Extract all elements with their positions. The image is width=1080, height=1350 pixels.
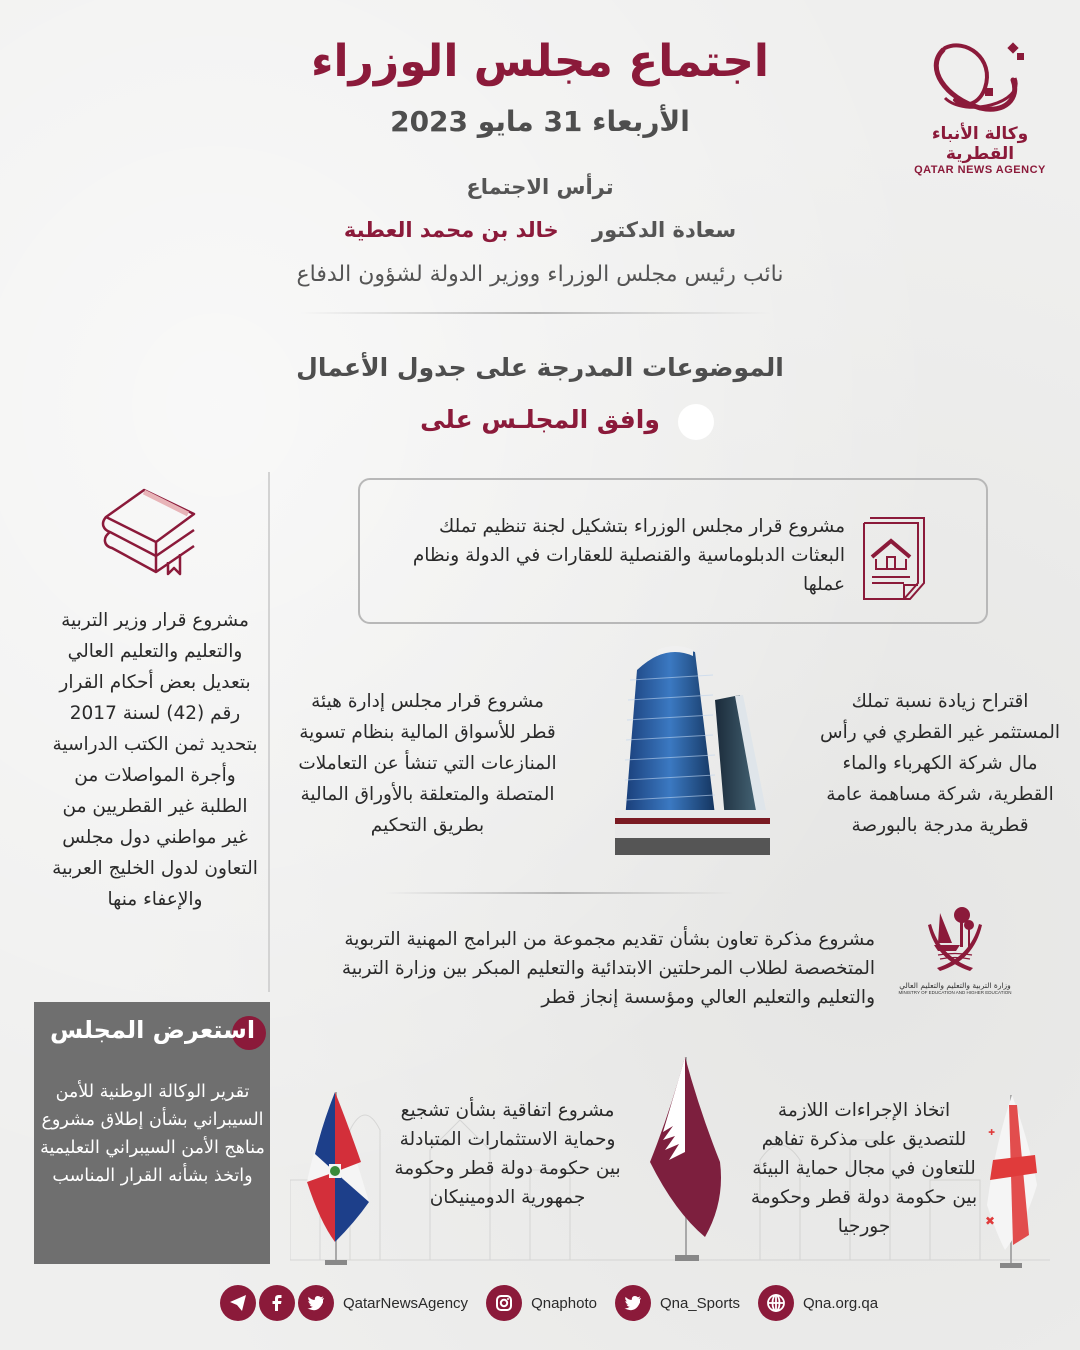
meeting-date: الأربعاء 31 مايو 2023 [390, 105, 690, 138]
website-link[interactable]: Qna.org.qa [803, 1294, 879, 1312]
dominican-agreement-item: مشروع اتفاقية بشأن تشجيع وحماية الاستثمارات المتبادلة بين حكومة دولة قطر وحكومة جمهورية الدومينيكان [394, 1100, 621, 1208]
social-handle-qatarnewsagency[interactable]: QatarNewsAgency [343, 1294, 469, 1312]
cybersecurity-report-item: تقرير الوكالة الوطنية للأمن السيبراني بشأن إطلاق مشروع مناهج الأمن السيبراني التعليمية واتخذ بشأنه القرار المناسب [40, 1082, 265, 1186]
education-decision-item: مشروع قرار وزير التربية والتعليم والتعليم العالي بتعديل بعض أحكام القرار رقم (42) لسنة 2017 بتحديد ثمن الكتب الدراسية وأجرة المواصلات من الطلبة غير القطريين من غير مواطني دول مجلس التعاون لدول الخليج العربية والإعفاء منها [52, 610, 258, 910]
instagram-icon[interactable] [486, 1285, 522, 1321]
books-icon [96, 482, 206, 577]
qatar-flag-icon [645, 1052, 730, 1272]
property-committee-item: مشروع قرار مجلس الوزراء بتشكيل لجنة تنظيم تملك البعثات الدبلوماسية والقنصلية للعقارات في الدولة ونظام عملها [412, 516, 845, 595]
column-divider [268, 472, 270, 992]
logo-arabic-name: وكالة الأنباء القطرية [931, 124, 1029, 164]
qna-orbit-logo-icon [925, 38, 1035, 118]
agenda-title: الموضوعات المدرجة على جدول الأعمال [296, 353, 784, 382]
chair-honorific: سعادة الدكتور [591, 218, 737, 242]
svg-text:✖: ✖ [985, 1214, 995, 1228]
approved-heading: وافق المجلـس على [420, 405, 660, 434]
divider [385, 892, 735, 894]
property-document-icon [860, 513, 930, 603]
logo-english-name: QATAR NEWS AGENCY [914, 164, 1046, 176]
qna-logo [900, 38, 1060, 176]
qfma-arbitration-item: مشروع قرار مجلس إدارة هيئة قطر للأسواق المالية بنظام تسوية المنازعات التي تنشأ عن التعاملات المتصلة والمتعلقة بالأوراق المالية بطريق التحكيم [298, 691, 557, 836]
dominican-republic-flag-icon [305, 1082, 375, 1272]
twitter-icon[interactable] [615, 1285, 651, 1321]
reviewed-heading: استعرض المجلس [49, 1016, 256, 1044]
page-title: اجتماع مجلس الوزراء [310, 36, 769, 87]
globe-icon[interactable] [758, 1285, 794, 1321]
building-image [605, 640, 770, 860]
telegram-icon[interactable] [220, 1285, 256, 1321]
georgia-mou-item: اتخاذ الإجراءات اللازمة للتصديق على مذكرة تفاهم للتعاون في مجال حماية البيئة بين حكومة دولة قطر وحكومة جورجيا [750, 1100, 978, 1237]
chair-name: خالد بن محمد العطية [343, 218, 559, 242]
ministry-of-education-logo [885, 905, 1025, 1015]
social-handle-qna-sports[interactable]: Qna_Sports [659, 1294, 740, 1312]
twitter-icon[interactable] [298, 1285, 334, 1321]
divider [300, 312, 770, 314]
chair-name-row [300, 218, 780, 242]
social-handle-qnaphoto[interactable]: Qnaphoto [531, 1294, 597, 1312]
chaired-label: ترأس الاجتماع [466, 175, 614, 199]
moe-emblem-icon [920, 905, 990, 975]
moe-arabic-name: وزارة التربية والتعليم والتعليم العالي [899, 981, 1011, 990]
georgia-flag-icon [985, 1085, 1040, 1275]
social-footer [220, 1284, 896, 1322]
svg-text:✚: ✚ [988, 1128, 995, 1137]
kahramaa-ownership-item: اقتراح زيادة نسبة تملك المستثمر غير القطري في رأس مال شركة الكهرباء والماء القطرية، شركة مساهمة عامة قطرية مدرجة بالبورصة [820, 691, 1060, 836]
chair-position: نائب رئيس مجلس الوزراء ووزير الدولة لشؤون الدفاع [296, 262, 784, 287]
moe-english-name: MINISTRY OF EDUCATION AND HIGHER EDUCATION [898, 990, 1012, 995]
facebook-icon[interactable] [259, 1285, 295, 1321]
moe-mou-item: مشروع مذكرة تعاون بشأن تقديم مجموعة من البرامج المهنية التربوية المتخصصة لطلاب المرحلتين الابتدائية والتعليم المبكر بين وزارة التربية والتعليم والتعليم العالي ومؤسسة إنجاز قطر [341, 929, 875, 1008]
